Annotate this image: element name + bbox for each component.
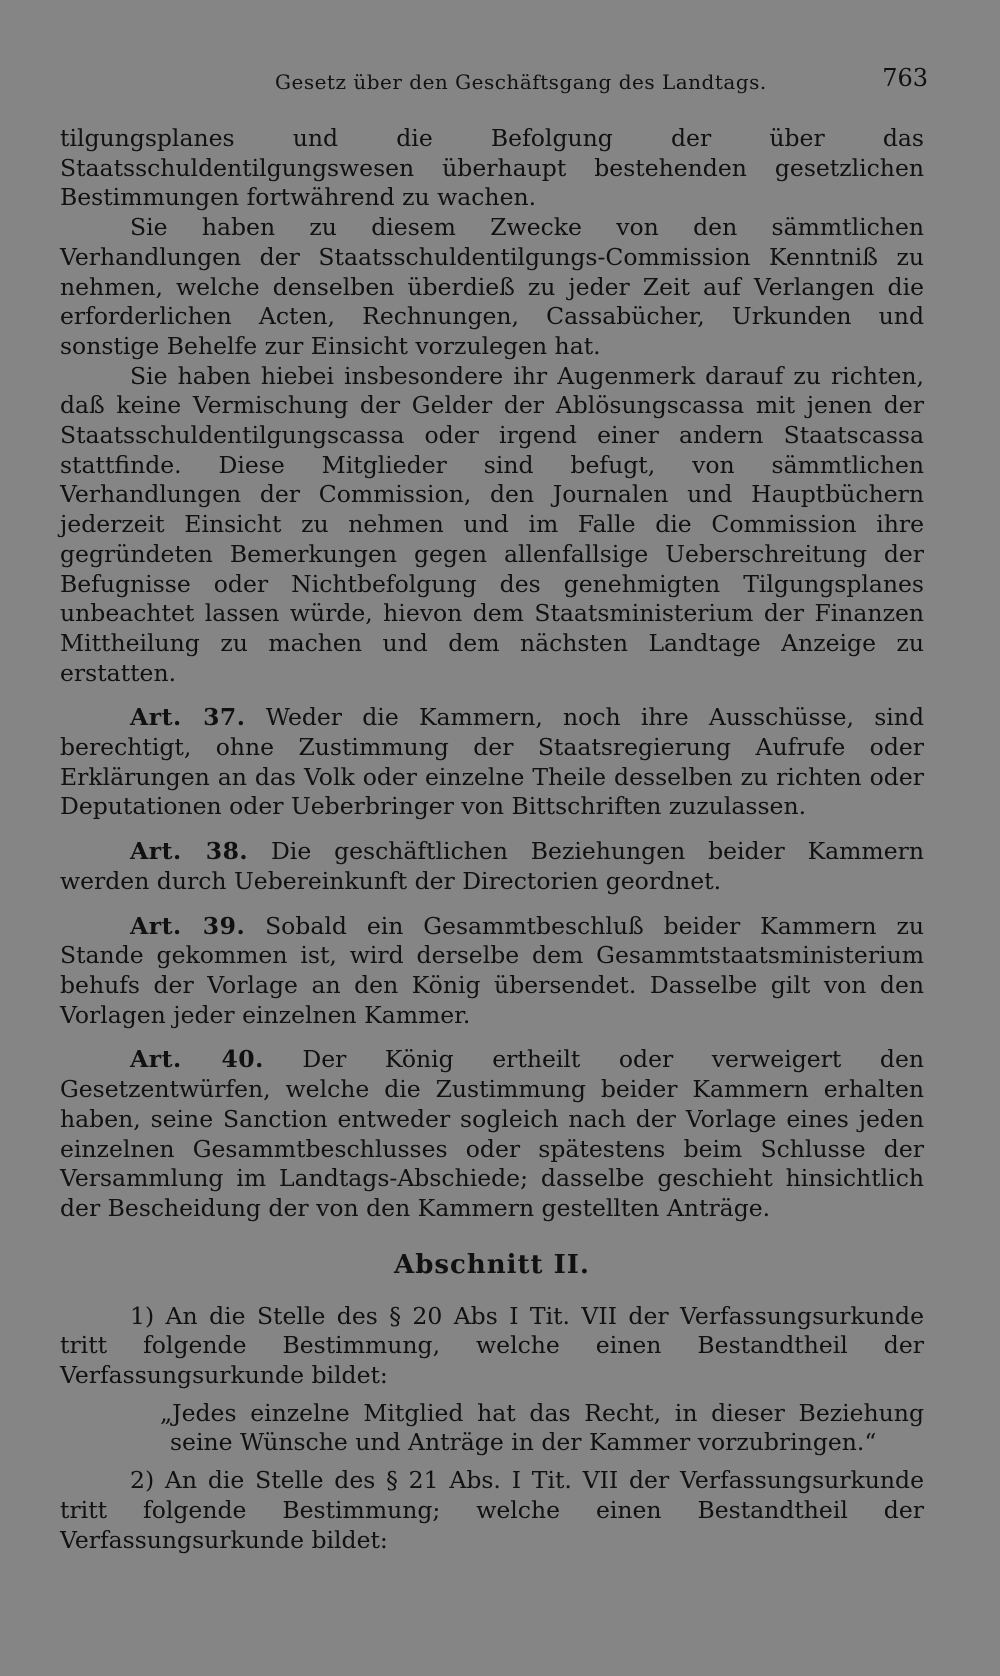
running-title: Gesetz über den Geschäftsgang des Landtags. bbox=[275, 70, 767, 94]
article-text: Weder die Kammern, noch ihre Ausschüsse, sind berechtigt, ohne Zustimmung der Staatsregierung Aufrufe oder Erklärungen an das Volk oder einzelne Theile desselben zu richten oder Deputationen oder Ueberbringer von Bittschriften zuzulassen. bbox=[60, 703, 924, 821]
paragraph: Sie haben zu diesem Zwecke von den sämmtlichen Verhandlungen der Staatsschuldentilgungs-Commission Kenntniß zu nehmen, welche denselben überdieß zu jeder Zeit auf Verlangen die erforderlichen Acten, Rechnungen, Cassabücher, Urkunden und sonstige Behelfe zur Einsicht vorzulegen hat. bbox=[60, 213, 924, 360]
article-text: Die geschäftlichen Beziehungen beider Kammern werden durch Uebereinkunft der Directorien geordnet. bbox=[60, 837, 924, 895]
article-text: Sobald ein Gesammtbeschluß beider Kammern zu Stande gekommen ist, wird derselbe dem Gesammtstaatsministerium behufs der Vorlage an den König übersendet. Dasselbe gilt von den Vorlagen jeder einzelnen Kammer. bbox=[60, 911, 924, 1029]
running-head bbox=[60, 60, 928, 100]
numbered-item-1: 1) An die Stelle des § 20 Abs I Tit. VII der Verfassungsurkunde tritt folgende Bestimmung, welche einen Bestandtheil der Verfassungsurkunde bildet: bbox=[60, 1301, 924, 1390]
article-39 bbox=[60, 912, 924, 1031]
section-heading: Abschnitt II. bbox=[394, 1249, 590, 1280]
article-40 bbox=[60, 1045, 924, 1223]
article-label: Art. 38. bbox=[130, 837, 249, 866]
quoted-provision: „Jedes einzelne Mitglied hat das Recht, in dieser Beziehung seine Wünsche und Anträge in der Kammer vorzubringen.“ bbox=[160, 1398, 924, 1457]
article-37 bbox=[60, 703, 924, 822]
paragraph: Sie haben hiebei insbesondere ihr Augenmerk darauf zu richten, daß keine Vermischung der Gelder der Ablösungscassa mit jenen der Staatsschuldentilgungscassa oder irgend einer andern Staatscassa stattfinde. Diese Mitglieder sind befugt, von sämmtlichen Verhandlungen der Commission, den Journalen und Hauptbüchern jederzeit Einsicht zu nehmen und im Falle die Commission ihre gegründeten Bemerkungen gegen allenfallsige Ueberschreitung der Befugnisse oder Nichtbefolgung des genehmigten Tilgungsplanes unbeachtet lassen würde, hievon dem Staatsministerium der Finanzen Mittheilung zu machen und dem nächsten Landtage Anzeige zu erstatten. bbox=[60, 361, 924, 687]
article-label: Art. 39. bbox=[130, 911, 246, 940]
page-number: 763 bbox=[882, 64, 928, 92]
paragraph-continuation: tilgungsplanes und die Befolgung der über das Staatsschuldentilgungswesen überhaupt bestehenden gesetzlichen Bestimmungen fortwährend zu wachen. bbox=[60, 124, 924, 212]
article-text: Der König ertheilt oder verweigert den Gesetzentwürfen, welche die Zustimmung beider Kammern erhalten haben, seine Sanction entweder sogleich nach der Vorlage eines jeden einzelnen Gesammtbeschlusses oder spätestens beim Schlusse der Versammlung im Landtags-Abschiede; dasselbe geschieht hinsichtlich der Bescheidung der von den Kammern gestellten Anträge. bbox=[60, 1045, 925, 1222]
article-38 bbox=[60, 837, 924, 896]
numbered-item-2: 2) An die Stelle des § 21 Abs. I Tit. VII der Verfassungsurkunde tritt folgende Bestimmung; welche einen Bestandtheil der Verfassungsurkunde bildet: bbox=[60, 1466, 924, 1554]
article-label: Art. 40. bbox=[130, 1045, 264, 1074]
article-label: Art. 37. bbox=[130, 703, 246, 732]
